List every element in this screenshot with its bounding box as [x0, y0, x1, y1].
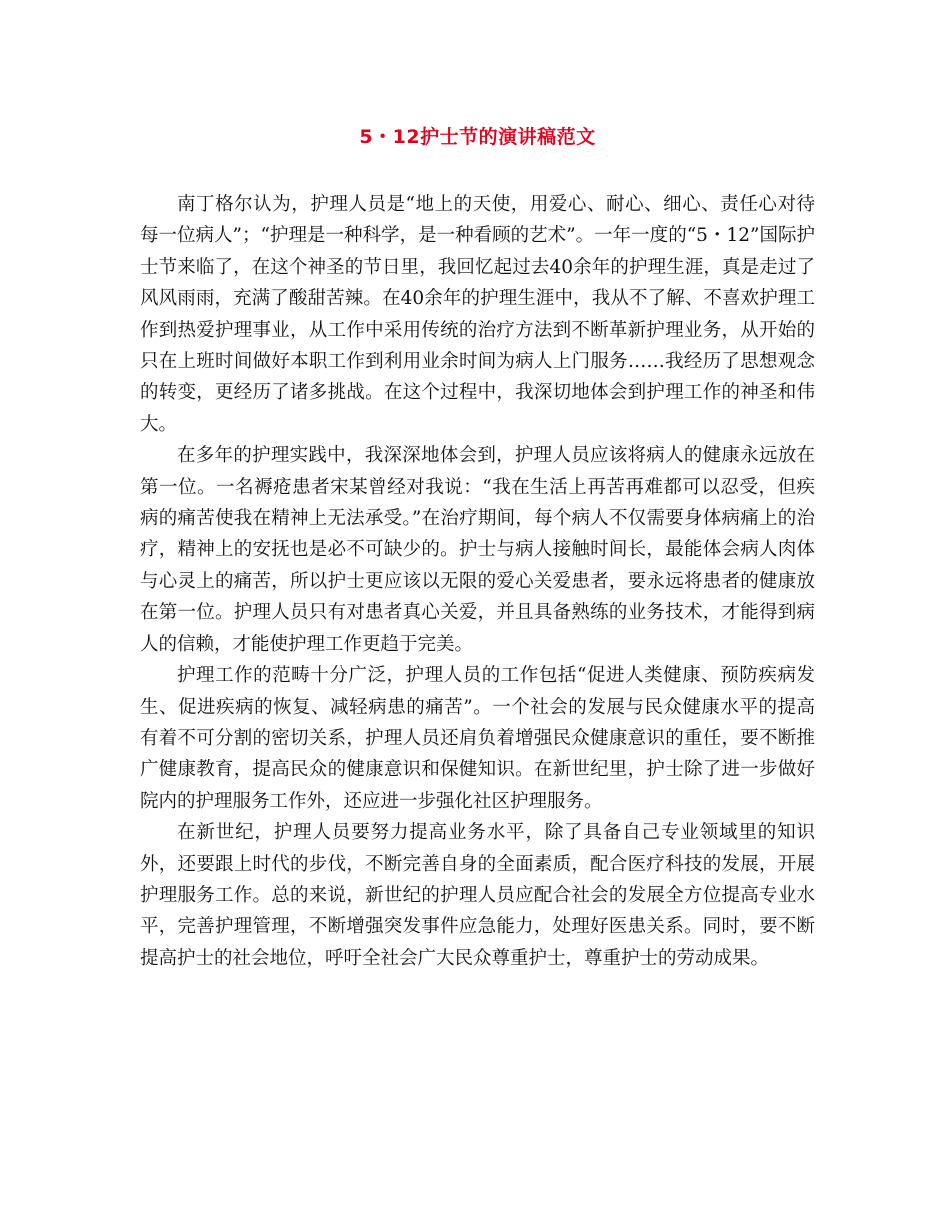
paragraph-2: 在多年的护理实践中，我深深地体会到，护理人员应该将病人的健康永远放在第一位。一名褥疮患者宋某曾经对我说：“我在生活上再苦再难都可以忍受，但疾病的痛苦使我在精神上无法承受。”在治疗期间，每个病人不仅需要身体病痛上的治疗，精神上的安抚也是必不可缺少的。护士与病人接触时间长，最能体会病人肉体与心灵上的痛苦，所以护士更应该以无限的爱心关爱患者，要永远将患者的健康放在第一位。护理人员只有对患者真心关爱，并且具备熟练的业务技术，才能得到病人的信赖，才能使护理工作更趋于完美。	[140, 445, 815, 655]
document-body	[140, 189, 815, 974]
document-page	[140, 0, 815, 1230]
paragraph-1: 南丁格尔认为，护理人员是“地上的天使，用爱心、耐心、细心、责任心对待每一位病人”；“护理是一种科学，是一种看顾的艺术”。一年一度的“5・12”国际护士节来临了，在这个神圣的节日里，我回忆起过去40余年的护理生涯，真是走过了风风雨雨，充满了酸甜苦辣。在40余年的护理生涯中，我从不了解、不喜欢护理工作到热爱护理事业，从工作中采用传统的治疗方法到不断革新护理业务，从开始的只在上班时间做好本职工作到利用业余时间为病人上门服务……我经历了思想观念的转变，更经历了诸多挑战。在这个过程中，我深切地体会到护理工作的神圣和伟大。	[140, 194, 815, 435]
paragraph-3: 护理工作的范畴十分广泛，护理人员的工作包括“促进人类健康、预防疾病发生、促进疾病的恢复、减轻病患的痛苦”。一个社会的发展与民众健康水平的提高有着不可分割的密切关系，护理人员还肩负着增强民众健康意识的重任，要不断推广健康教育，提高民众的健康意识和保健知识。在新世纪里，护士除了进一步做好院内的护理服务工作外，还应进一步强化社区护理服务。	[140, 665, 815, 812]
document-title: 5・12护士节的演讲稿范文	[359, 126, 596, 148]
paragraph-4: 在新世纪，护理人员要努力提高业务水平，除了具备自己专业领域里的知识外，还要跟上时代的步伐，不断完善自身的全面素质，配合医疗科技的发展，开展护理服务工作。总的来说，新世纪的护理人员应配合社会的发展全方位提高专业水平，完善护理管理，不断增强突发事件应急能力，处理好医患关系。同时，要不断提高护士的社会地位，呼吁全社会广大民众尊重护士，尊重护士的劳动成果。	[140, 822, 815, 969]
